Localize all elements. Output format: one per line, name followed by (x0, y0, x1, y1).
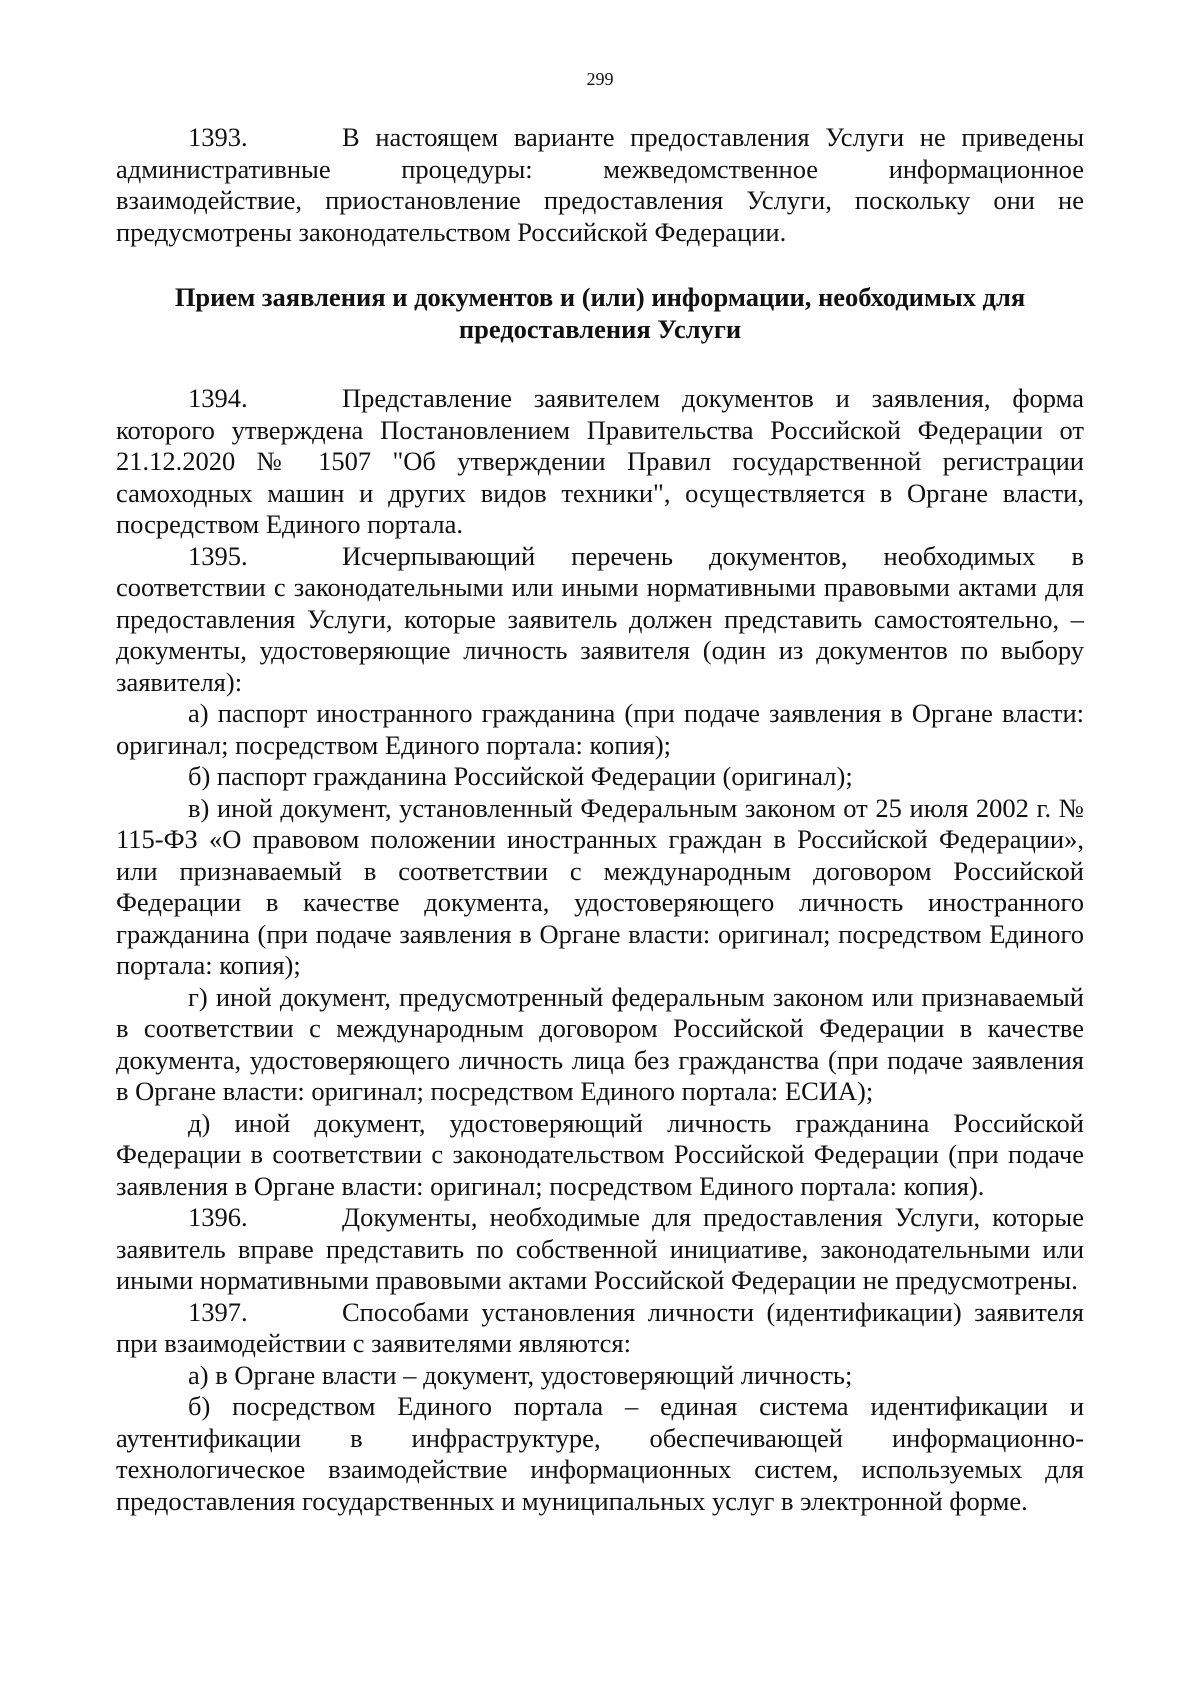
list-item-1397-b: б) посредством Единого портала – единая система идентификации и аутентификации в инфраструктуре, обеспечивающей информационно-технологическое взаимодействие информационных систем, используемых для предоставления государственных и муниципальных услуг в электронной форме. (116, 1391, 1084, 1516)
paragraph-text: Представление заявителем документов и заявления, форма которого утверждена Постановлением Правительства Российской Федерации от 21.12.2020 № 1507 "Об утверждении Правил государственной регистрации самоходных машин и других видов техники", осуществляется в Органе власти, посредством Единого портала. (116, 383, 1084, 539)
paragraph-text: Исчерпывающий перечень документов, необходимых в соответствии с законодательными или иными нормативными правовыми актами для предоставления Услуги, которые заявитель должен представить самостоятельно, – документы, удостоверяющие личность заявителя (один из документов по выбору заявителя): (116, 540, 1084, 697)
paragraph-1395 (116, 541, 1084, 699)
heading-line-1: Прием заявления и документов и (или) информации, необходимых для (174, 282, 1026, 312)
list-item-1395-b: б) паспорт гражданина Российской Федерации (оригинал); (188, 761, 853, 791)
paragraph-number: 1394. (188, 383, 248, 413)
list-item-1395-g: г) иной документ, предусмотренный федеральным законом или признаваемый в соответствии с международным договором Российской Федерации в качестве документа, удостоверяющего личность лица без гражданства (при подаче заявления в Органе власти: оригинал; посредством Единого портала: ЕСИА); (116, 981, 1084, 1106)
document-body (116, 122, 1084, 1517)
paragraph-text: Документы, необходимые для предоставления Услуги, которые заявитель вправе представить по собственной инициативе, законодательными или иными нормативными правовыми актами Российской Федерации не предусмотрены. (116, 1202, 1084, 1295)
paragraph-number: 1397. (188, 1296, 248, 1327)
paragraph-number: 1396. (188, 1202, 248, 1232)
paragraph-1397 (116, 1297, 1084, 1360)
section-heading (116, 281, 1084, 345)
paragraph-1394 (116, 383, 1084, 541)
list-item-1395-a: а) паспорт иностранного гражданина (при подаче заявления в Органе власти: оригинал; посредством Единого портала: копия); (116, 698, 1084, 760)
page-number: 299 (586, 69, 614, 89)
paragraph-number: 1393. (188, 122, 248, 152)
list-item-1395-v: в) иной документ, установленный Федеральным законом от 25 июля 2002 г. № 115-ФЗ «О правовом положении иностранных граждан в Российской Федерации», или признаваемый в соответствии с международным договором Российской Федерации в качестве документа, удостоверяющего личность иностранного гражданина (при подаче заявления в Органе власти: оригинал; посредством Единого портала: копия); (116, 792, 1084, 980)
paragraph-text: Способами установления личности (идентификации) заявителя при взаимодействии с заявителями являются: (116, 1296, 1084, 1358)
list-item-1397-a: а) в Органе власти – документ, удостоверяющий личность; (188, 1359, 853, 1390)
heading-line-2: предоставления Услуги (458, 314, 742, 344)
paragraph-text: В настоящем варианте предоставления Услуги не приведены административные процедуры: межведомственное информационное взаимодействие, приостановление предоставления Услуги, поскольку они не предусмотрены законодательством Российской Федерации. (116, 122, 1084, 247)
paragraph-number: 1395. (188, 540, 248, 571)
paragraph-1393 (116, 122, 1084, 248)
paragraph-1396 (116, 1202, 1084, 1297)
list-item-1395-d: д) иной документ, удостоверяющий личность гражданина Российской Федерации в соответствии с законодательством Российской Федерации (при подаче заявления в Органе власти: оригинал; посредством Единого портала: копия). (116, 1107, 1084, 1201)
